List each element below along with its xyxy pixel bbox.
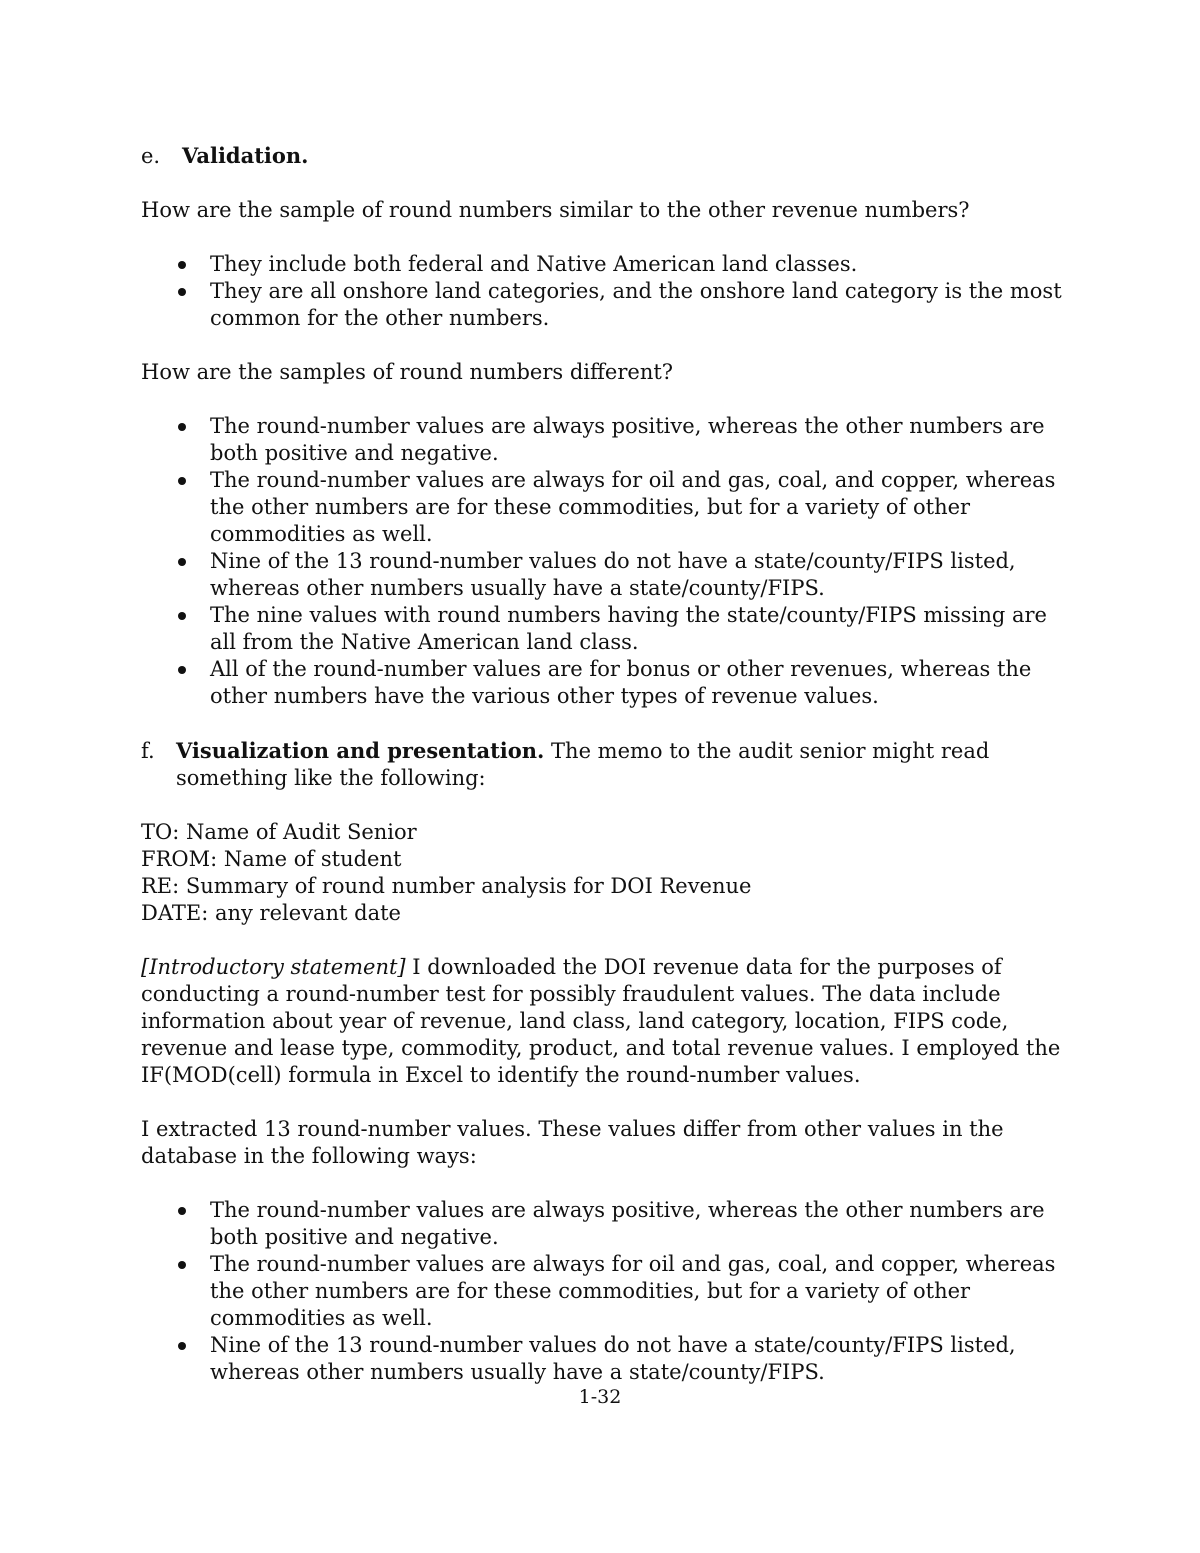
section-e-heading [141,142,1071,170]
similar-bullet: They are all onshore land categories, and the onshore land category is the most common for the other numbers. [178,278,1071,332]
section-e-title: Validation. [182,143,309,168]
memo-date: DATE: any relevant date [141,901,401,925]
memo-re: RE: Summary of round number analysis for DOI Revenue [141,874,752,898]
section-f-letter: f. [141,739,155,763]
section-f-text [176,737,1071,792]
different-bullet-list [141,413,1071,710]
section-f [141,737,1071,792]
memo-bullet: The round-number values are always positive, whereas the other numbers are both positive and negative. [178,1197,1071,1251]
section-e [141,142,1071,1386]
different-bullet: The round-number values are always positive, whereas the other numbers are both positive and negative. [178,413,1071,467]
memo-from: FROM: Name of student [141,847,402,871]
page-number: 1-32 [578,1386,622,1408]
section-f-title: Visualization and presentation. [176,738,545,763]
memo-header [141,819,1071,927]
memo-bullet: The round-number values are always for oil and gas, coal, and copper, whereas the other numbers are for these commodities, but for a variety of other commodities as well. [178,1251,1071,1332]
memo-intro-text: I downloaded the DOI revenue data for the purposes of conducting a round-number test for possibly fraudulent values. The data include information about year of revenue, land class, land category, location, FIPS code, revenue and lease type, commodity, product, and total revenue values. I employed the IF(MOD(cell) formula in Excel to identify the round-number values. [141,955,1061,1087]
memo-extract-paragraph: I extracted 13 round-number values. These values differ from other values in the database in the following ways: [141,1117,1004,1168]
similar-bullet: They include both federal and Native American land classes. [178,251,1071,278]
section-e-letter: e. [141,144,161,168]
memo-intro-label: [Introductory statement] [141,955,406,979]
question-similar: How are the sample of round numbers similar to the other revenue numbers? [141,198,970,222]
memo-bullet: Nine of the 13 round-number values do not have a state/county/FIPS listed, whereas other numbers usually have a state/county/FIPS. [178,1332,1071,1386]
different-bullet: Nine of the 13 round-number values do not have a state/county/FIPS listed, whereas other numbers usually have a state/county/FIPS. [178,548,1071,602]
section-f-intro: The memo to the audit senior might read something like the following: [176,739,990,790]
memo-to: TO: Name of Audit Senior [141,820,417,844]
similar-bullet-list [141,251,1071,332]
different-bullet: The nine values with round numbers having the state/county/FIPS missing are all from the Native American land class. [178,602,1071,656]
memo-intro-paragraph [141,954,1071,1089]
different-bullet: All of the round-number values are for bonus or other revenues, whereas the other numbers have the various other types of revenue values. [178,656,1071,710]
question-different: How are the samples of round numbers different? [141,360,674,384]
memo-bullet-list [141,1197,1071,1386]
different-bullet: The round-number values are always for oil and gas, coal, and copper, whereas the other numbers are for these commodities, but for a variety of other commodities as well. [178,467,1071,548]
